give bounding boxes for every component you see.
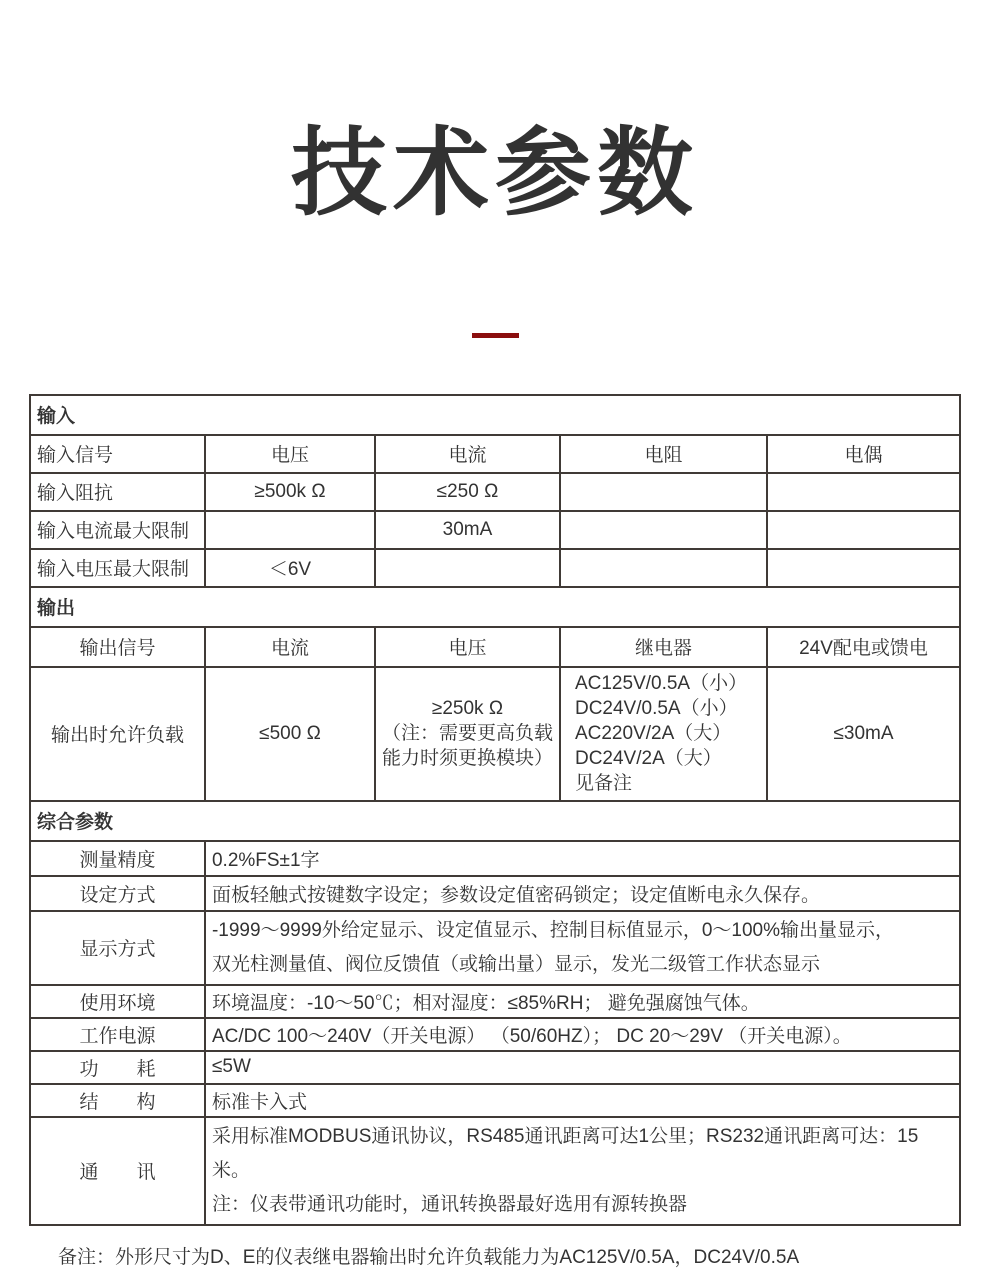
cell-value: 电阻 — [560, 435, 767, 473]
section-row-input — [30, 395, 960, 435]
cell-value — [205, 511, 375, 549]
cell-value: 电压 — [375, 627, 560, 667]
section-header-output: 输出 — [30, 587, 960, 627]
display-line: 双光柱测量值、阀位反馈值（或输出量）显示，发光二级管工作状态显示 — [211, 953, 820, 975]
table-row-output-load — [30, 667, 960, 801]
cell-value: 环境温度：-10～50℃；相对湿度：≤85%RH； 避免强腐蚀气体。 — [205, 985, 960, 1018]
cell-value: ≤5W — [205, 1051, 960, 1084]
spec-table — [29, 394, 961, 1226]
row-label: 测量精度 — [30, 841, 205, 876]
cell-value: 电流 — [375, 435, 560, 473]
table-row-power-supply — [30, 1018, 960, 1051]
table-row-input-current-limit — [30, 511, 960, 549]
relay-load-line: 见备注 — [574, 773, 632, 795]
page-title: 技术参数 — [291, 120, 699, 227]
cell-current-load: ≤500 Ω — [205, 667, 375, 801]
cell-feed-load: ≤30mA — [767, 667, 960, 801]
cell-value — [767, 549, 960, 587]
cell-value: 30mA — [375, 511, 560, 549]
table-row-display — [30, 911, 960, 985]
section-row-output — [30, 587, 960, 627]
communication-line: 注：仪表带通讯功能时，通讯转换器最好选用有源转换器 — [211, 1193, 687, 1215]
cell-value — [375, 549, 560, 587]
relay-load-line: AC125V/0.5A（小） — [574, 673, 748, 695]
table-row-output-signal — [30, 627, 960, 667]
cell-value: ≥500k Ω — [205, 473, 375, 511]
cell-voltage-load — [375, 667, 560, 801]
voltage-load-line: （注：需要更高负载 — [381, 723, 553, 745]
row-label: 设定方式 — [30, 876, 205, 911]
row-label: 输出时允许负载 — [30, 667, 205, 801]
table-row-setting — [30, 876, 960, 911]
row-label: 通 讯 — [30, 1117, 205, 1225]
table-row-accuracy — [30, 841, 960, 876]
footnote: 备注：外形尺寸为D、E的仪表继电器输出时允许负载能力为AC125V/0.5A，DC24V/0.5A — [58, 1246, 800, 1268]
cell-value — [560, 511, 767, 549]
cell-value: AC/DC 100～240V（开关电源） （50/60HZ）； DC 20～29V （开关电源）。 — [205, 1018, 960, 1051]
relay-load-line: AC220V/2A（大） — [574, 723, 732, 745]
cell-value: 0.2%FS±1字 — [205, 841, 960, 876]
cell-value: ＜6V — [205, 549, 375, 587]
red-divider — [472, 333, 519, 338]
display-line: -1999～9999外给定显示、设定值显示、控制目标值显示，0～100%输出量显示， — [211, 919, 894, 941]
row-label: 功 耗 — [30, 1051, 205, 1084]
row-label: 输入阻抗 — [30, 473, 205, 511]
relay-load-line: DC24V/2A（大） — [574, 748, 722, 770]
section-row-general — [30, 801, 960, 841]
cell-relay-load — [560, 667, 767, 801]
table-row-input-voltage-limit — [30, 549, 960, 587]
cell-value: 面板轻触式按键数字设定；参数设定值密码锁定；设定值断电永久保存。 — [205, 876, 960, 911]
table-row-communication — [30, 1117, 960, 1225]
row-label: 结 构 — [30, 1084, 205, 1117]
table-row-input-signal — [30, 435, 960, 473]
cell-value — [205, 911, 960, 985]
cell-value — [560, 549, 767, 587]
cell-value — [767, 473, 960, 511]
row-label: 工作电源 — [30, 1018, 205, 1051]
cell-value — [560, 473, 767, 511]
row-label: 输出信号 — [30, 627, 205, 667]
cell-value: 电偶 — [767, 435, 960, 473]
cell-value: ≤250 Ω — [375, 473, 560, 511]
cell-value: 标准卡入式 — [205, 1084, 960, 1117]
cell-value — [767, 511, 960, 549]
cell-value: 24V配电或馈电 — [767, 627, 960, 667]
row-label: 输入信号 — [30, 435, 205, 473]
cell-value: 继电器 — [560, 627, 767, 667]
table-row-environment — [30, 985, 960, 1018]
row-label: 使用环境 — [30, 985, 205, 1018]
section-header-general: 综合参数 — [30, 801, 960, 841]
row-label: 输入电流最大限制 — [30, 511, 205, 549]
relay-load-line: DC24V/0.5A（小） — [574, 698, 738, 720]
section-header-input: 输入 — [30, 395, 960, 435]
voltage-load-line: 能力时须更换模块） — [381, 748, 553, 770]
row-label: 输入电压最大限制 — [30, 549, 205, 587]
table-row-input-impedance — [30, 473, 960, 511]
cell-value: 电压 — [205, 435, 375, 473]
table-row-structure — [30, 1084, 960, 1117]
row-label: 显示方式 — [30, 911, 205, 985]
communication-line: 采用标准MODBUS通讯协议，RS485通讯距离可达1公里；RS232通讯距离可达：15米。 — [211, 1125, 919, 1181]
voltage-load-line: ≥250k Ω — [431, 698, 504, 720]
cell-value: 电流 — [205, 627, 375, 667]
table-row-consumption — [30, 1051, 960, 1084]
cell-value — [205, 1117, 960, 1225]
